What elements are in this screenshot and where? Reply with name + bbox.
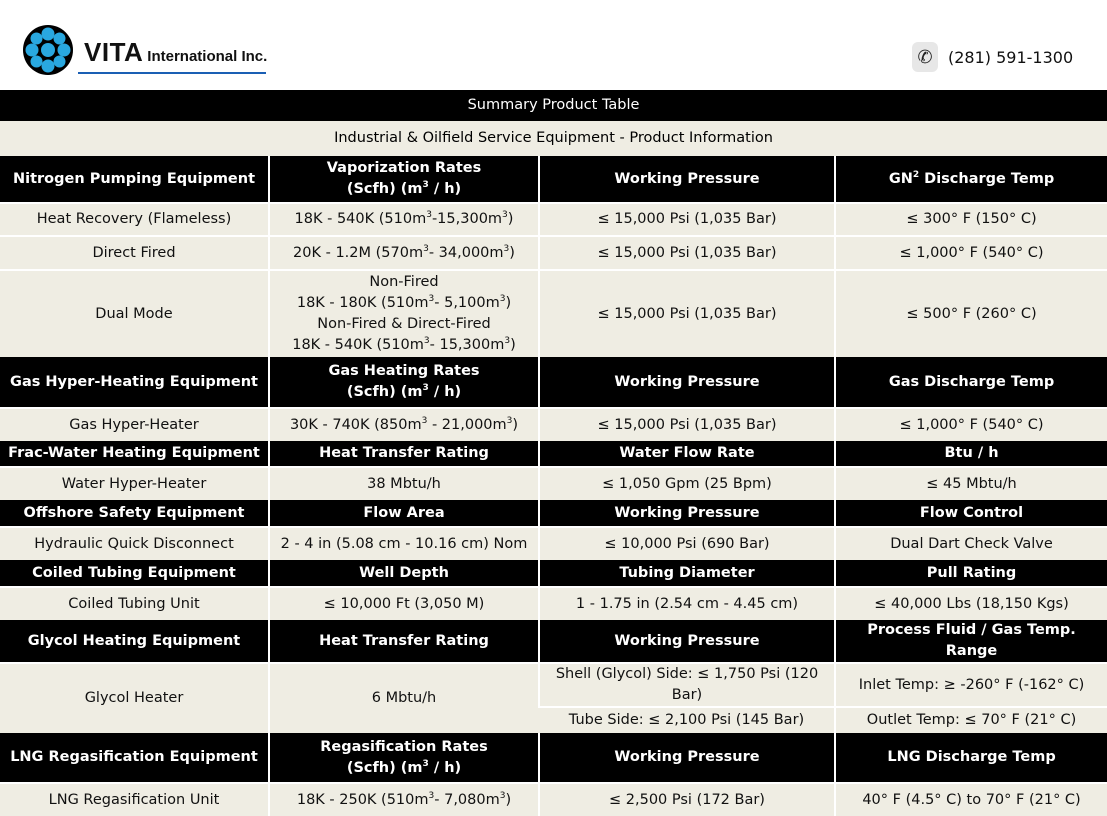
header-cell bbox=[835, 156, 1107, 203]
header-cell: Glycol Heating Equipment bbox=[0, 620, 269, 663]
product-name: Dual Mode bbox=[0, 270, 269, 357]
header-line: Regasification Rates bbox=[320, 738, 488, 755]
data-cell: 6 Mbtu/h bbox=[269, 663, 539, 733]
logo-underline bbox=[78, 72, 266, 74]
page-header bbox=[0, 0, 1107, 90]
cell-text: 18K - 250K (510m bbox=[296, 791, 429, 808]
header-line: (Scfh) (m bbox=[346, 181, 423, 197]
cell-text: 18K - 180K (510m bbox=[296, 295, 429, 311]
cell-text: - 15,300m bbox=[429, 337, 505, 353]
cell-text: ) bbox=[512, 416, 519, 433]
header-cell: Btu / h bbox=[835, 441, 1107, 467]
superscript: 3 bbox=[502, 210, 508, 221]
header-cell: LNG Discharge Temp bbox=[835, 733, 1107, 783]
header-line: / h) bbox=[428, 181, 462, 197]
superscript: 3 bbox=[428, 294, 435, 305]
header-cell: Working Pressure bbox=[539, 620, 835, 663]
header-cell: Frac-Water Heating Equipment bbox=[0, 441, 269, 467]
section-header-coiled bbox=[0, 560, 1107, 587]
cell-text: -15,300m bbox=[431, 211, 503, 227]
superscript: 2 bbox=[912, 169, 920, 180]
superscript: 3 bbox=[423, 336, 430, 347]
header-cell: Tubing Diameter bbox=[539, 560, 835, 587]
data-cell: 40° F (4.5° C) to 70° F (21° C) bbox=[835, 783, 1107, 816]
logo-suffix: International Inc. bbox=[147, 48, 268, 65]
superscript: 3 bbox=[499, 294, 506, 305]
header-cell: Heat Transfer Rating bbox=[269, 441, 539, 467]
section-header-gas bbox=[0, 357, 1107, 408]
table-title-row bbox=[0, 90, 1107, 121]
superscript: 3 bbox=[421, 415, 428, 426]
data-cell: Tube Side: ≤ 2,100 Psi (145 Bar) bbox=[539, 707, 835, 733]
data-cell: Shell (Glycol) Side: ≤ 1,750 Psi (120 Bar) bbox=[539, 663, 835, 707]
header-cell: Offshore Safety Equipment bbox=[0, 500, 269, 527]
cell-text: ) bbox=[505, 295, 512, 311]
header-cell bbox=[269, 733, 539, 783]
header-cell: Flow Area bbox=[269, 500, 539, 527]
superscript: 3 bbox=[506, 415, 513, 426]
table-title: Summary Product Table bbox=[0, 90, 1107, 121]
data-cell: 38 Mbtu/h bbox=[269, 467, 539, 500]
data-cell: 1 - 1.75 in (2.54 cm - 4.45 cm) bbox=[539, 587, 835, 620]
table-row bbox=[0, 203, 1107, 236]
header-cell: Pull Rating bbox=[835, 560, 1107, 587]
product-name: Gas Hyper-Heater bbox=[0, 408, 269, 441]
table-row bbox=[0, 783, 1107, 816]
header-cell: Heat Transfer Rating bbox=[269, 620, 539, 663]
data-cell: ≤ 40,000 Lbs (18,150 Kgs) bbox=[835, 587, 1107, 620]
cell-text: ) bbox=[507, 211, 514, 227]
table-subtitle-row bbox=[0, 121, 1107, 156]
phone-contact[interactable] bbox=[912, 42, 1073, 72]
cell-text: ) bbox=[510, 337, 516, 353]
superscript: 3 bbox=[422, 180, 429, 191]
logo-name: VITA bbox=[84, 37, 144, 67]
cell-text: - 5,100m bbox=[434, 295, 500, 311]
data-cell: Inlet Temp: ≥ -260° F (-162° C) bbox=[835, 663, 1107, 707]
table-row bbox=[0, 527, 1107, 560]
data-cell bbox=[269, 270, 539, 357]
data-cell: Outlet Temp: ≤ 70° F (21° C) bbox=[835, 707, 1107, 733]
header-cell: Coiled Tubing Equipment bbox=[0, 560, 269, 587]
header-line: (Scfh) (m bbox=[346, 384, 423, 400]
superscript: 3 bbox=[428, 790, 435, 801]
section-header-offshore bbox=[0, 500, 1107, 527]
superscript: 3 bbox=[426, 210, 432, 221]
data-cell: 2 - 4 in (5.08 cm - 10.16 cm) Nom bbox=[269, 527, 539, 560]
header-line: / h) bbox=[428, 384, 462, 400]
table-subtitle: Industrial & Oilfield Service Equipment - Product Information bbox=[0, 121, 1107, 156]
header-line: / h) bbox=[428, 759, 462, 776]
data-cell bbox=[269, 783, 539, 816]
data-cell: ≤ 500° F (260° C) bbox=[835, 270, 1107, 357]
table-row bbox=[0, 467, 1107, 500]
table-row bbox=[0, 236, 1107, 270]
header-cell: Gas Discharge Temp bbox=[835, 357, 1107, 408]
data-cell: ≤ 15,000 Psi (1,035 Bar) bbox=[539, 203, 835, 236]
product-name: Direct Fired bbox=[0, 236, 269, 270]
data-cell: Dual Dart Check Valve bbox=[835, 527, 1107, 560]
data-cell: ≤ 1,050 Gpm (25 Bpm) bbox=[539, 467, 835, 500]
section-header-nitrogen bbox=[0, 156, 1107, 203]
cell-text: 20K - 1.2M (570m bbox=[293, 244, 424, 261]
header-cell bbox=[269, 156, 539, 203]
header-line: (Scfh) (m bbox=[346, 759, 423, 776]
header-cell: Gas Hyper-Heating Equipment bbox=[0, 357, 269, 408]
product-name: Water Hyper-Heater bbox=[0, 467, 269, 500]
section-header-lng bbox=[0, 733, 1107, 783]
cell-text: - 34,000m bbox=[428, 244, 504, 261]
header-cell: Working Pressure bbox=[539, 500, 835, 527]
cell-text: Non-Fired & Direct-Fired bbox=[317, 316, 491, 332]
cell-text: 18K - 540K (510m bbox=[294, 211, 427, 227]
superscript: 3 bbox=[423, 243, 429, 254]
cell-text: 18K - 540K (510m bbox=[292, 337, 424, 353]
section-header-frac bbox=[0, 441, 1107, 467]
summary-product-table bbox=[0, 90, 1107, 816]
cell-text: Non-Fired bbox=[369, 274, 439, 290]
table-row bbox=[0, 270, 1107, 357]
data-cell: ≤ 300° F (150° C) bbox=[835, 203, 1107, 236]
data-cell bbox=[269, 203, 539, 236]
company-logo bbox=[20, 22, 270, 78]
header-cell: Working Pressure bbox=[539, 357, 835, 408]
header-cell: Working Pressure bbox=[539, 156, 835, 203]
data-cell: ≤ 1,000° F (540° C) bbox=[835, 408, 1107, 441]
header-cell: Water Flow Rate bbox=[539, 441, 835, 467]
data-cell: ≤ 2,500 Psi (172 Bar) bbox=[539, 783, 835, 816]
cell-text: ) bbox=[509, 244, 515, 261]
section-header-glycol bbox=[0, 620, 1107, 663]
header-text: GN bbox=[888, 170, 913, 187]
table-row bbox=[0, 587, 1107, 620]
header-cell: Nitrogen Pumping Equipment bbox=[0, 156, 269, 203]
data-cell: ≤ 10,000 Psi (690 Bar) bbox=[539, 527, 835, 560]
data-cell: ≤ 15,000 Psi (1,035 Bar) bbox=[539, 408, 835, 441]
header-cell: LNG Regasification Equipment bbox=[0, 733, 269, 783]
product-name: LNG Regasification Unit bbox=[0, 783, 269, 816]
cell-text: - 7,080m bbox=[434, 791, 500, 808]
superscript: 3 bbox=[499, 790, 506, 801]
phone-icon: ✆ bbox=[912, 42, 938, 72]
data-cell: ≤ 1,000° F (540° C) bbox=[835, 236, 1107, 270]
data-cell bbox=[269, 408, 539, 441]
data-cell bbox=[269, 236, 539, 270]
product-name: Glycol Heater bbox=[0, 663, 269, 733]
superscript: 3 bbox=[422, 383, 429, 394]
data-cell: ≤ 15,000 Psi (1,035 Bar) bbox=[539, 236, 835, 270]
phone-number[interactable]: (281) 591-1300 bbox=[948, 47, 1074, 67]
table-row bbox=[0, 663, 1107, 707]
superscript: 3 bbox=[504, 336, 511, 347]
header-cell bbox=[269, 357, 539, 408]
product-name: Coiled Tubing Unit bbox=[0, 587, 269, 620]
header-cell: Working Pressure bbox=[539, 733, 835, 783]
header-line: Gas Heating Rates bbox=[328, 363, 480, 379]
data-cell: ≤ 10,000 Ft (3,050 M) bbox=[269, 587, 539, 620]
superscript: 3 bbox=[503, 243, 510, 254]
header-line: Vaporization Rates bbox=[326, 160, 482, 176]
product-name: Hydraulic Quick Disconnect bbox=[0, 527, 269, 560]
table-row bbox=[0, 408, 1107, 441]
header-cell: Well Depth bbox=[269, 560, 539, 587]
data-cell: ≤ 45 Mbtu/h bbox=[835, 467, 1107, 500]
superscript: 3 bbox=[422, 758, 429, 769]
header-cell: Process Fluid / Gas Temp. Range bbox=[835, 620, 1107, 663]
header-text: Discharge Temp bbox=[919, 170, 1055, 187]
cell-text: 30K - 740K (850m bbox=[289, 416, 422, 433]
cell-text: ) bbox=[505, 791, 512, 808]
cell-text: - 21,000m bbox=[427, 416, 507, 433]
data-cell: ≤ 15,000 Psi (1,035 Bar) bbox=[539, 270, 835, 357]
product-name: Heat Recovery (Flameless) bbox=[0, 203, 269, 236]
header-cell: Flow Control bbox=[835, 500, 1107, 527]
logo-emblem-icon bbox=[20, 22, 76, 78]
